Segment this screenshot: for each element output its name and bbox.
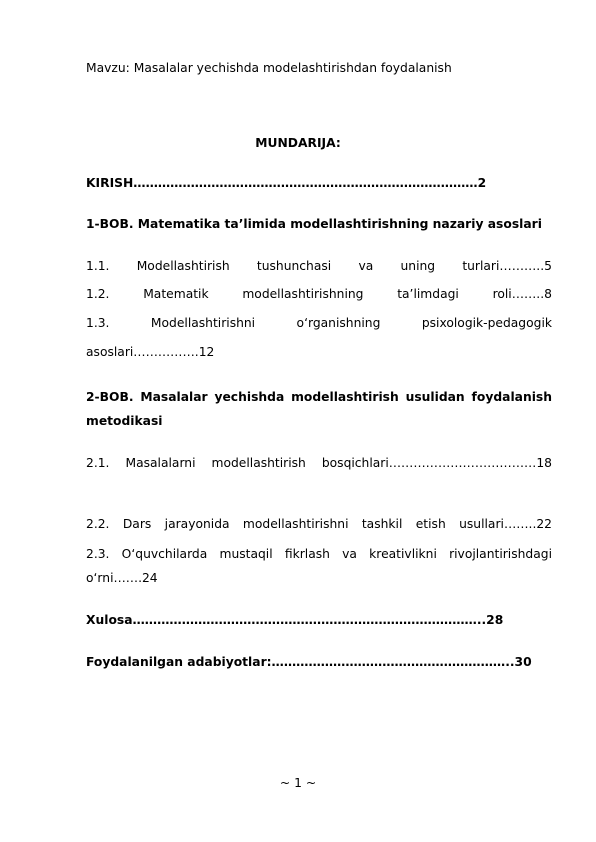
topic-title: Mavzu: Masalalar yechishda modelashtirishdan foydalanish <box>86 61 452 75</box>
toc-item-2-2: 2.2. Dars jarayonida modellashtirishni tashkil etish usullari……..22 <box>86 517 552 531</box>
toc-chapter2-title: 2-BOB. Masalalar yechishda modellashtirish usulidan foydalanish metodikasi <box>86 390 552 428</box>
toc-item-2-1: 2.1. Masalalarni modellashtirish bosqichlari………………………………18 <box>86 456 552 470</box>
toc-item-1-2: 1.2. Matematik modellashtirishning ta’limdagi roli……..8 <box>86 287 552 301</box>
toc-references: Foydalanilgan adabiyotlar:…………………………………………………..30 <box>86 655 532 669</box>
toc-item-1-3-continued: asoslari…………….12 <box>86 345 215 359</box>
toc-item-1-3: 1.3. Modellashtirishni o‘rganishning psixologik-pedagogik <box>86 316 552 330</box>
toc-conclusion: Xulosa…………………………………………………………………………..28 <box>86 613 504 627</box>
toc-item-1-1: 1.1. Modellashtirish tushunchasi va uning turlari………..5 <box>86 259 552 273</box>
toc-intro: KIRISH…………………………………………………………………………2 <box>86 176 487 190</box>
toc-chapter1-title: 1-BOB. Matematika ta’limida modellashtirishning nazariy asoslari <box>86 217 542 231</box>
toc-heading: MUNDARIJA: <box>255 136 341 150</box>
toc-item-2-3: 2.3. O‘quvchilarda mustaqil fikrlash va kreativlikni rivojlantirishdagi o‘rni…….24 <box>86 547 552 585</box>
page-number: ~ 1 ~ <box>279 776 317 790</box>
